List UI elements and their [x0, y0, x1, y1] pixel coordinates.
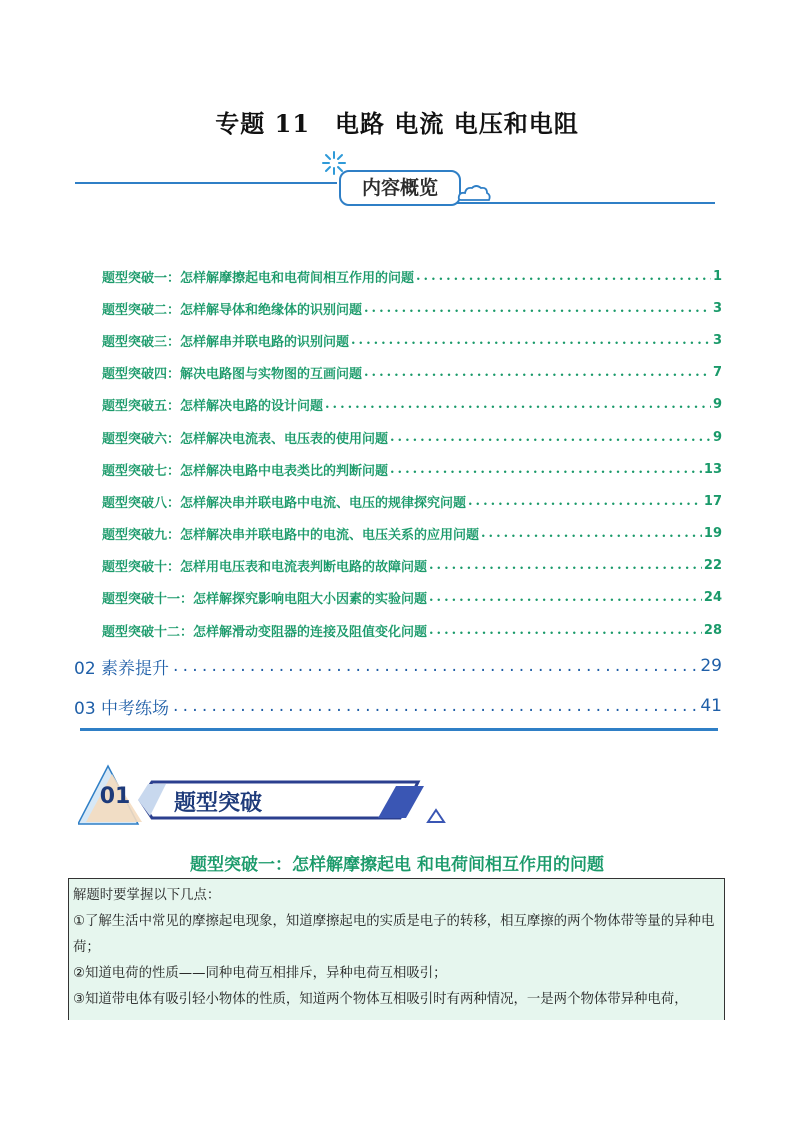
overview-rule-left — [75, 182, 337, 184]
toc-item-title: 题型突破六：怎样解决电流表、电压表的使用问题 — [102, 431, 389, 447]
toc-leader — [481, 526, 702, 541]
toc-item-page: 9 — [712, 429, 722, 445]
toc-item[interactable] — [102, 324, 722, 356]
toc-item[interactable] — [102, 518, 722, 550]
toc-leader — [468, 494, 702, 509]
toc-item[interactable] — [102, 292, 722, 324]
toc-leader — [390, 462, 702, 477]
toc-item-page: 17 — [703, 493, 722, 509]
toc-leader — [173, 696, 696, 716]
toc-major-item[interactable] — [74, 646, 722, 686]
toc-leader — [351, 333, 711, 348]
toc-item-page: 3 — [712, 300, 722, 316]
cloud-icon — [457, 182, 491, 204]
toc-leader — [390, 430, 711, 445]
toc-leader — [364, 365, 711, 380]
toc-item[interactable] — [102, 550, 722, 582]
toc-item-page: 24 — [703, 590, 722, 606]
toc-leader — [416, 269, 711, 284]
toc-leader — [429, 590, 702, 605]
toc-major-page: 29 — [700, 656, 722, 676]
toc-item[interactable] — [102, 260, 722, 292]
toc-item-page: 28 — [703, 622, 722, 638]
section-divider — [80, 728, 718, 731]
toc-item-title: 题型突破五：怎样解决电路的设计问题 — [102, 399, 324, 415]
toc-item-page: 7 — [712, 365, 722, 381]
toc-leader — [429, 558, 702, 573]
toc-leader — [429, 623, 702, 638]
tip-intro: 解题时要掌握以下几点： — [73, 888, 221, 903]
toc-item-title: 题型突破十：怎样用电压表和电流表判断电路的故障问题 — [102, 560, 428, 576]
banner-number: 01 — [99, 784, 131, 809]
toc-item-page: 1 — [712, 268, 722, 284]
toc-item[interactable] — [102, 614, 722, 646]
toc-item-title: 题型突破二：怎样解导体和绝缘体的识别问题 — [102, 302, 363, 318]
page-title: 专题 11 电路 电流 电压和电阻 — [215, 109, 579, 138]
toc-major-page: 41 — [700, 696, 722, 716]
table-of-contents — [102, 260, 722, 646]
toc-item[interactable] — [102, 357, 722, 389]
tip-item: ①了解生活中常见的摩擦起电现象，知道摩擦起电的实质是电子的转移，相互摩擦的两个物体带等量的异种电荷； — [73, 914, 715, 955]
toc-major-item[interactable] — [74, 686, 722, 726]
toc-item[interactable] — [102, 485, 722, 517]
table-of-contents-major — [74, 646, 722, 726]
section-title: 题型突破一：怎样解摩擦起电 和电荷间相互作用的问题 — [190, 855, 604, 875]
toc-item-title: 题型突破十一：怎样解探究影响电阻大小因素的实验问题 — [102, 592, 428, 608]
overview-header — [75, 148, 720, 210]
toc-item-page: 3 — [712, 332, 722, 348]
tip-item: ③知道带电体有吸引轻小物体的性质，知道两个物体互相吸引时有两种情况，一是两个物体带异种电荷， — [73, 992, 688, 1007]
toc-item-title: 题型突破八：怎样解决串并联电路中电流、电压的规律探究问题 — [102, 495, 467, 511]
toc-item[interactable] — [102, 453, 722, 485]
toc-item[interactable] — [102, 582, 722, 614]
toc-item-title: 题型突破十二：怎样解滑动变阻器的连接及阻值变化问题 — [102, 624, 428, 640]
toc-major-title: 03 中考练场 — [74, 698, 170, 719]
toc-major-title: 02 素养提升 — [74, 658, 170, 679]
banner-label: 题型突破 — [174, 791, 263, 816]
toc-item-title: 题型突破九：怎样解决串并联电路中的电流、电压关系的应用问题 — [102, 528, 480, 544]
toc-item[interactable] — [102, 421, 722, 453]
toc-leader — [325, 397, 711, 412]
toc-item-title: 题型突破七：怎样解决电路中电表类比的判断问题 — [102, 463, 389, 479]
toc-item-title: 题型突破一：怎样解摩擦起电和电荷间相互作用的问题 — [102, 270, 415, 286]
toc-item-page: 13 — [703, 461, 722, 477]
toc-item-page: 9 — [712, 397, 722, 413]
tip-item: ②知道电荷的性质——同种电荷互相排斥，异种电荷互相吸引； — [73, 966, 447, 981]
section-banner — [78, 764, 450, 826]
overview-label-box — [339, 170, 461, 206]
toc-item-page: 19 — [703, 526, 722, 542]
toc-leader — [173, 656, 696, 676]
overview-label: 内容概览 — [361, 177, 438, 199]
toc-item[interactable] — [102, 389, 722, 421]
toc-item-page: 22 — [703, 558, 722, 574]
toc-leader — [364, 301, 711, 316]
tip-box — [68, 878, 725, 1020]
toc-item-title: 题型突破四：解决电路图与实物图的互画问题 — [102, 367, 363, 383]
toc-item-title: 题型突破三：怎样解串并联电路的识别问题 — [102, 334, 350, 350]
